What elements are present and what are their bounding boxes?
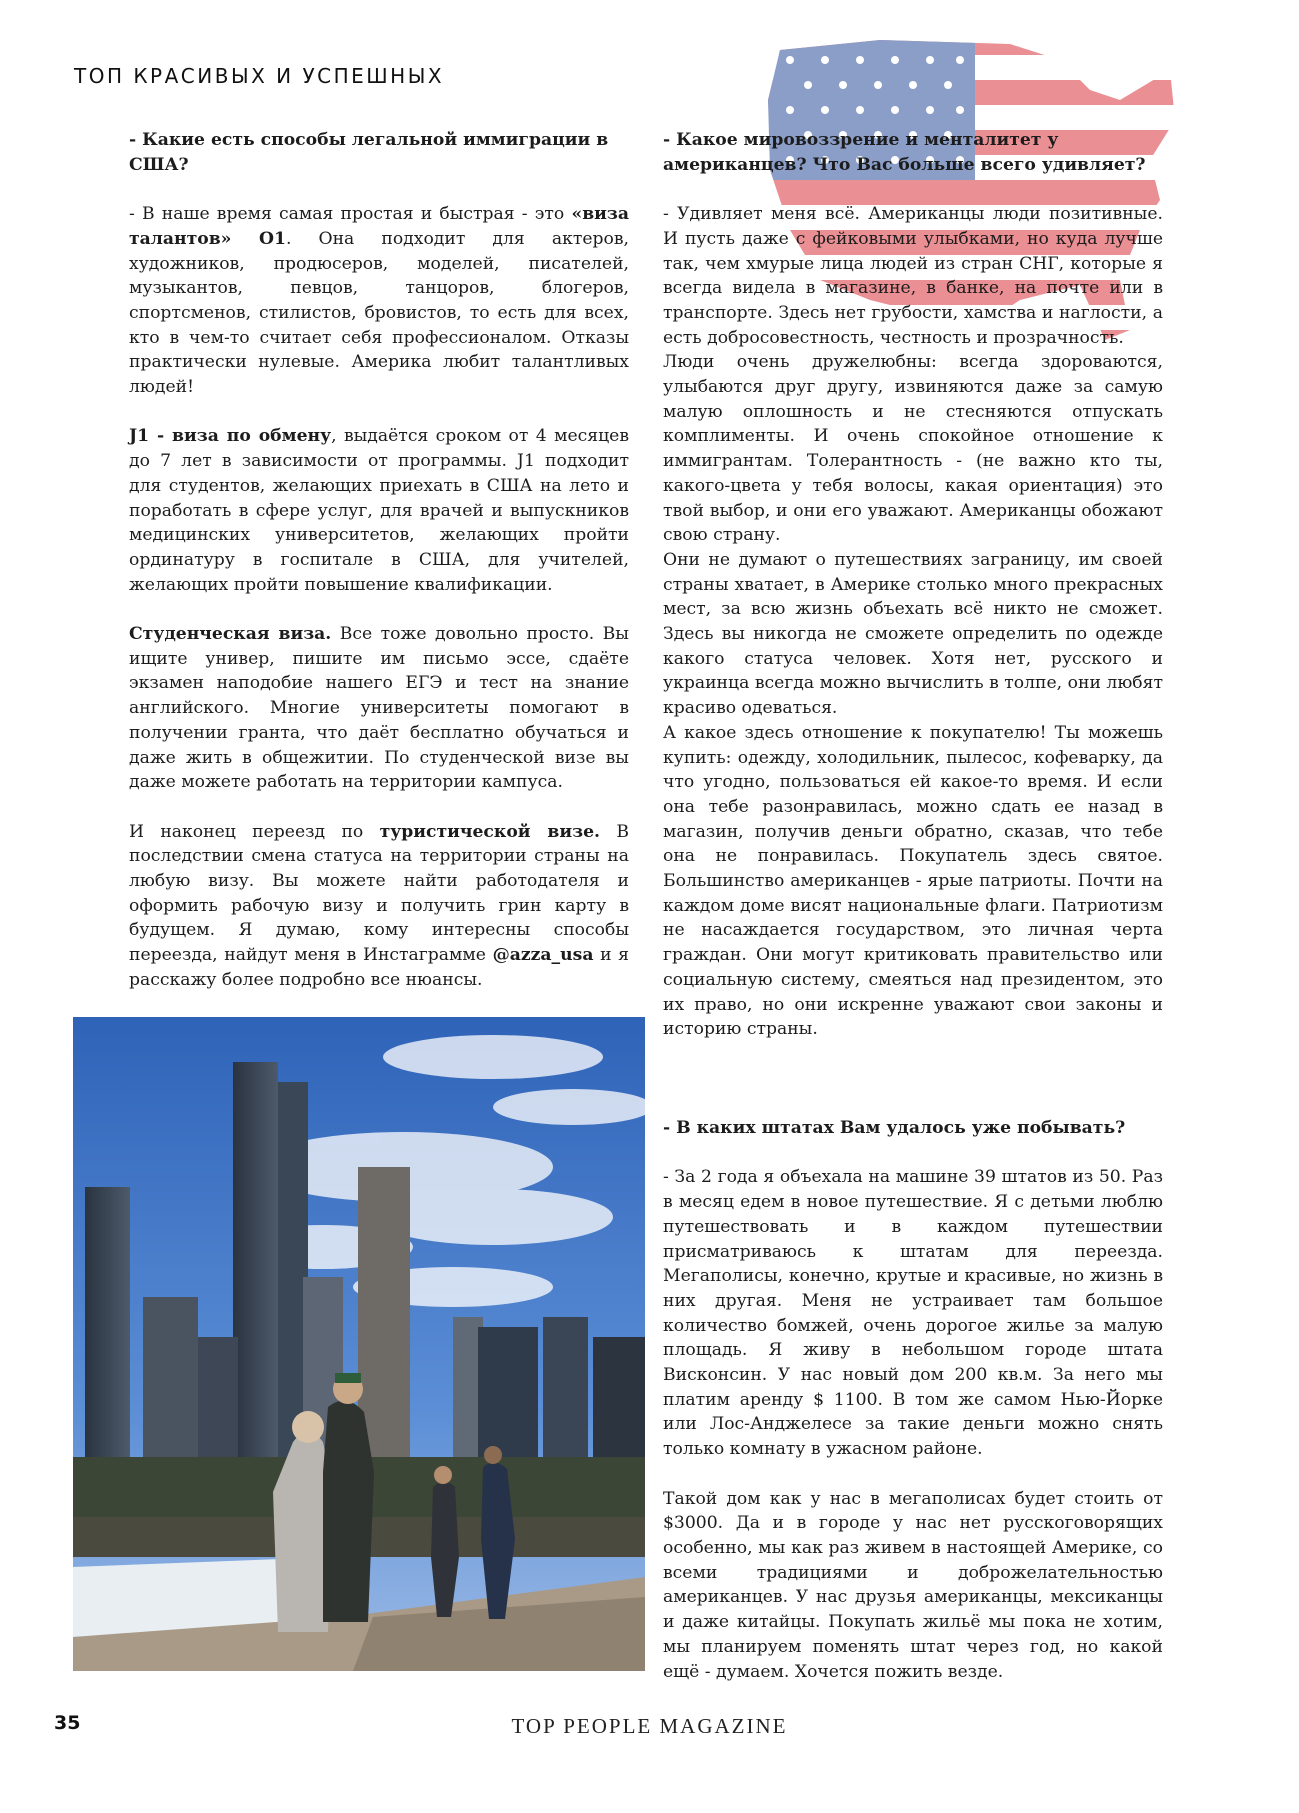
answer-student-visa: Студенческая виза. Все тоже довольно просто. Вы ищите универ, пишите им письмо эссе, сдаёте экзамен наподобие нашего ЕГЭ и тест на знание английского. Многие университеты помогают в получении гранта, что даёт бесплатно обучаться и даже жить в общежитии. По студенческой визе вы даже можете работать на территории кампуса. (129, 624, 629, 793)
question-states: - В каких штатах Вам удалось уже побывать? (663, 1118, 1126, 1139)
answer-talent-visa: - В наше время самая простая и быстрая - это «виза талантов» О1. Она подходит для актеров, художников, продюсеров, моделей, писателей, музыкантов, певцов, танцоров, блогеров, спортсменов, стилистов, бровистов, то есть для всех, кто в чем-то считает себя профессионалом. Отказы практически нулевые. Америка любит талантливых людей! (129, 204, 629, 398)
right-column (663, 128, 1163, 1684)
question-mentality: - Какое мировоззрение и менталитет у американцев? Что Вас больше всего удивляет? (663, 130, 1146, 175)
answer-mentality-3: Они не думают о путешествиях заграницу, им своей страны хватает, в Америке столько много прекрасных мест, за всю жизнь объехать всё никто не сможет. Здесь вы никогда не сможете определить по одежде какого статуса человек. Хотя нет, русского и украинца всегда можно вычислить в толпе, они любят красиво одеваться. (663, 549, 1163, 719)
couple-central-park-photo (73, 1017, 645, 1671)
answer-j1-visa: J1 - виза по обмену, выдаётся сроком от 4 месяцев до 7 лет в зависимости от программы. J1 подходит для студентов, желающих приехать в США на лето и поработать в сфере услуг, для врачей и выпускников медицинских университетов, желающих пройти ординатуру в госпитале в США, для учителей, желающих пройти повышение квалификации. (129, 426, 629, 595)
answer-tourist-visa: И наконец переезд по туристической визе. В последствии смена статуса на территории страны на любую визу. Вы можете найти работодателя и оформить рабочую визу и получить грин карту в будущем. Я думаю, кому интересны способы переезда, найдут меня в Инстаграмме @azza_usa и я расскажу более подробно все нюансы. (129, 821, 629, 990)
page-number: 35 (54, 1712, 81, 1734)
answer-states-2: Такой дом как у нас в мегаполисах будет стоить от $3000. Да и в городе у нас нет русскоговорящих особенно, мы как раз живем в настоящей Америке, со всеми традициями и доброжелательностью американцев. У нас друзья американцы, мексиканцы и даже китайцы. Покупать жильё мы пока не хотим, мы планируем поменять штат через год, но какой ещё - думаем. Хочется пожить везде. (663, 1488, 1163, 1682)
answer-mentality-1: - Удивляет меня всё. Американцы люди позитивные. И пусть даже с фейковыми улыбками, но куда лучше так, чем хмурые лица людей из стран СНГ, которые я всегда видела в магазине, в банке, на почте или в транспорте. Здесь нет грубости, хамства и наглости, а есть добросовестность, честность и прозрачность. (663, 204, 1163, 348)
magazine-name: TOP PEOPLE MAGAZINE (511, 1714, 788, 1738)
question-immigration: - Какие есть способы легальной иммиграции в США? (129, 130, 609, 175)
left-column (129, 128, 629, 993)
answer-mentality-2: Люди очень дружелюбны: всегда здороваются, улыбаются друг другу, извиняются даже за самую малую оплошность и не стесняются отпускать комплименты. И очень спокойное отношение к иммигрантам. Толерантность - (не важно кто ты, какого-цвета у тебя волосы, какая ориентация) это твой выбор, и они его уважают. Американцы обожают свою страну. (663, 352, 1163, 546)
answer-states-1: - За 2 года я объехала на машине 39 штатов из 50. Раз в месяц едем в новое путешествие. Я с детьми люблю путешествовать и в каждом путешествии присматриваюсь к штатам для переезда. Мегаполисы, конечно, крутые и красивые, но жизнь в них другая. Меня не устраивает там большое количество бомжей, очень дорогое жилье за малую площадь. Я живу в небольшом городе штата Висконсин. У нас новый дом 200 кв.м. За него мы платим аренду $ 1100. В том же самом Нью-Йорке или Лос-Анджелесе за такие деньги можно снять только комнату в ужасном районе. (663, 1167, 1163, 1460)
section-title: ТОП КРАСИВЫХ И УСПЕШНЫХ (74, 64, 445, 88)
answer-mentality-4: А какое здесь отношение к покупателю! Ты можешь купить: одежду, холодильник, пылесос, кофеварку, да что угодно, пользоваться ей какое-то время. И если она тебе разонравилась, можно сдать ее назад в магазин, получив деньги обратно, сказав, что тебе она не понравилась. Покупатель здесь святое. Большинство американцев - ярые патриоты. Почти на каждом доме висят национальные флаги. Патриотизм не насаждается государством, это личная черта граждан. Они могут критиковать правительство или социальную систему, смеяться над президентом, это их право, но они искренне уважают свои законы и историю страны. (663, 722, 1163, 1040)
